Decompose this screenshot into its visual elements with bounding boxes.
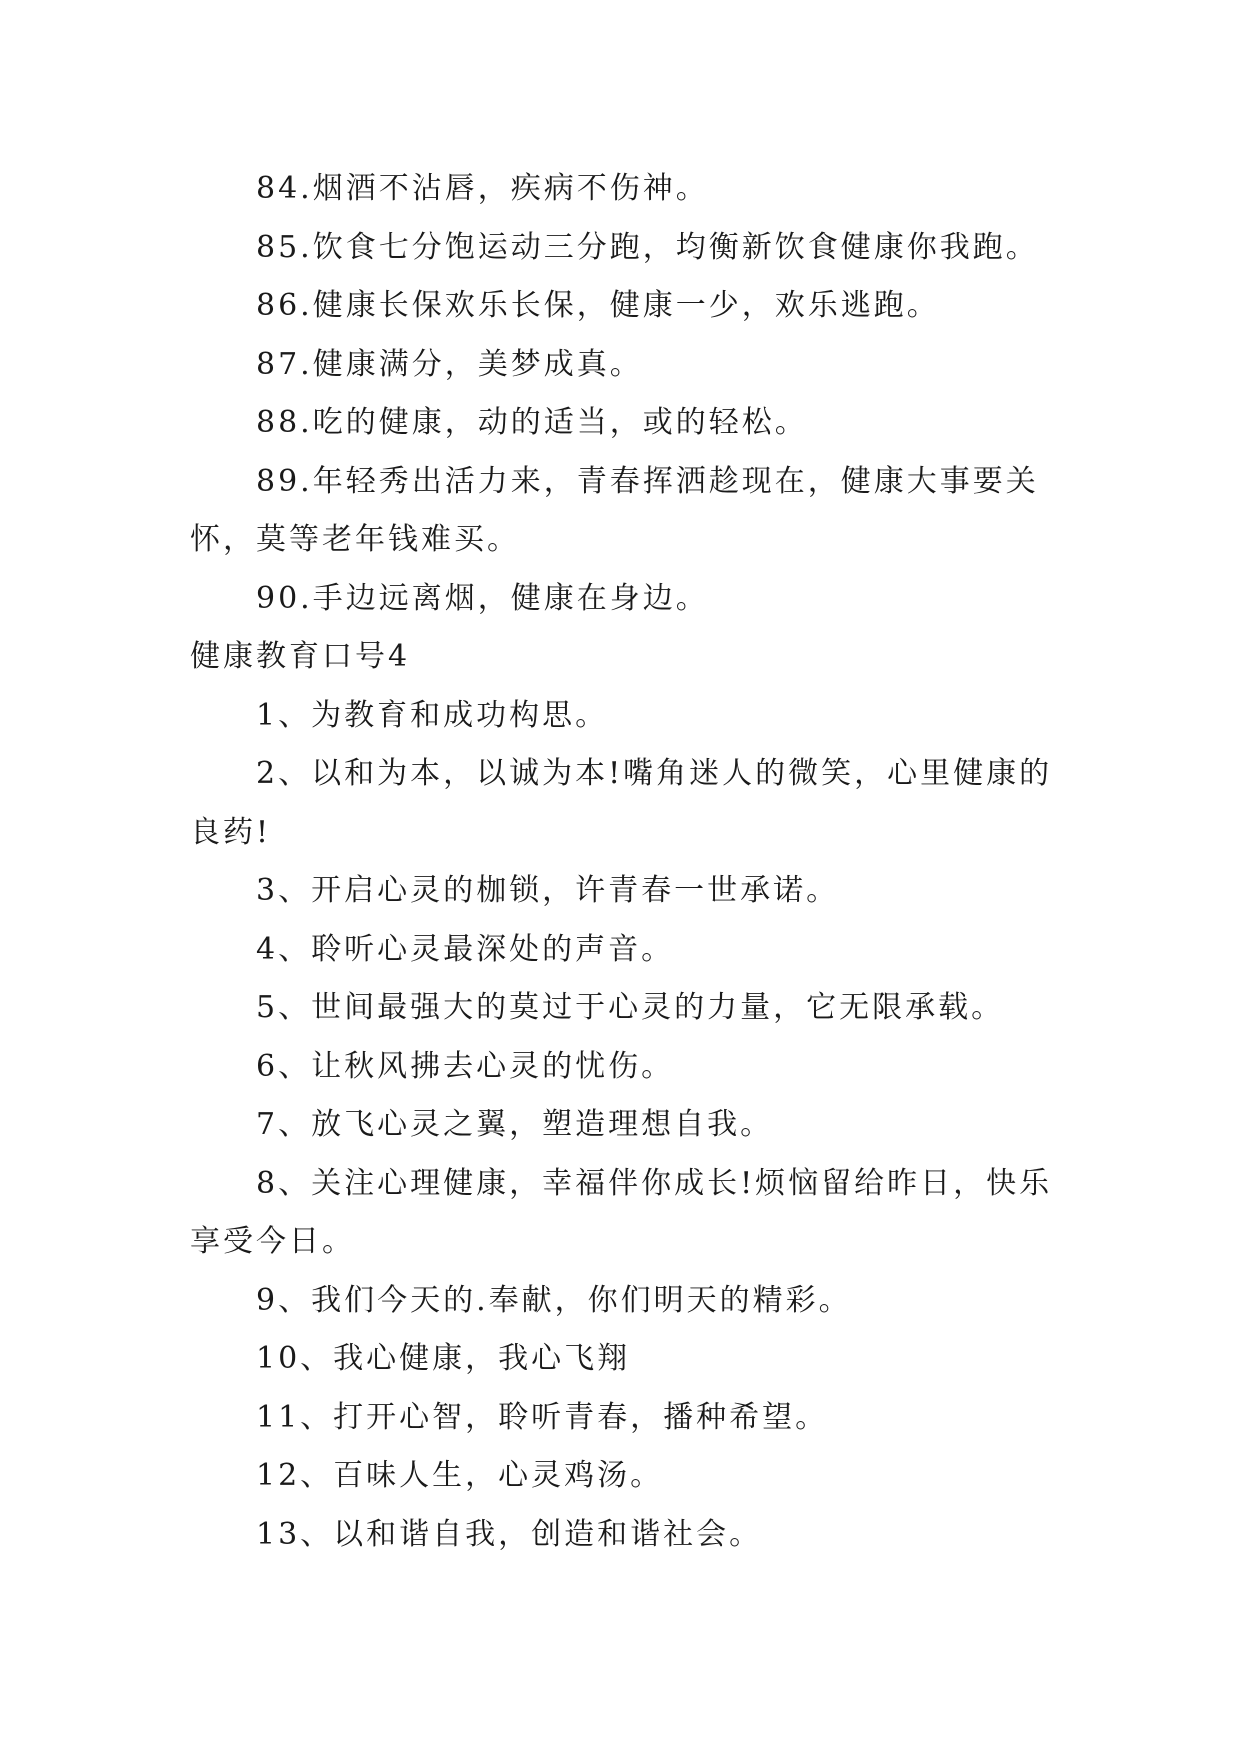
- slogan-6: 6、让秋风拂去心灵的忧伤。: [256, 1048, 675, 1084]
- slogan-2: 2、以和为本，以诚为本!嘴角迷人的微笑，心里健康的: [256, 756, 1053, 791]
- slogan-10: 10、我心健康，我心飞翔: [256, 1341, 631, 1376]
- slogan-84: 84.烟酒不沾唇，疾病不伤神。: [256, 171, 709, 206]
- slogan-11: 11、打开心智，聆听青春，播种希望。: [256, 1399, 829, 1435]
- slogan-88: 88.吃的健康，动的适当，或的轻松。: [256, 405, 808, 440]
- slogan-90: 90.手边远离烟，健康在身边。: [256, 580, 709, 616]
- slogan-3: 3、开启心灵的枷锁，许青春一世承诺。: [256, 873, 840, 908]
- slogan-87: 87.健康满分，美梦成真。: [256, 346, 643, 382]
- slogan-8: 8、关注心理健康，幸福伴你成长!烦恼留给昨日，快乐: [256, 1165, 1053, 1201]
- document-body: [190, 160, 1056, 1564]
- slogan-85: 85.饮食七分饱运动三分跑，均衡新饮食健康你我跑。: [256, 229, 1039, 265]
- slogan-7: 7、放飞心灵之翼，塑造理想自我。: [256, 1107, 774, 1142]
- slogan-1: 1、为教育和成功构思。: [256, 697, 609, 733]
- section-heading: 健康教育口号4: [190, 639, 411, 674]
- slogan-5: 5、世间最强大的莫过于心灵的力量，它无限承载。: [256, 990, 1005, 1025]
- slogan-2-continued: 良药!: [190, 814, 272, 850]
- slogan-4: 4、聆听心灵最深处的声音。: [256, 931, 675, 967]
- slogan-89-continued: 怀，莫等老年钱难买。: [190, 522, 520, 557]
- slogan-9: 9、我们今天的.奉献，你们明天的精彩。: [256, 1282, 852, 1318]
- slogan-12: 12、百味人生，心灵鸡汤。: [256, 1458, 664, 1493]
- slogan-13: 13、以和谐自我，创造和谐社会。: [256, 1516, 763, 1552]
- slogan-8-continued: 享受今日。: [190, 1224, 355, 1259]
- slogan-86: 86.健康长保欢乐长保，健康一少，欢乐逃跑。: [256, 288, 940, 323]
- slogan-89: 89.年轻秀出活力来，青春挥洒趁现在，健康大事要关: [256, 463, 1039, 499]
